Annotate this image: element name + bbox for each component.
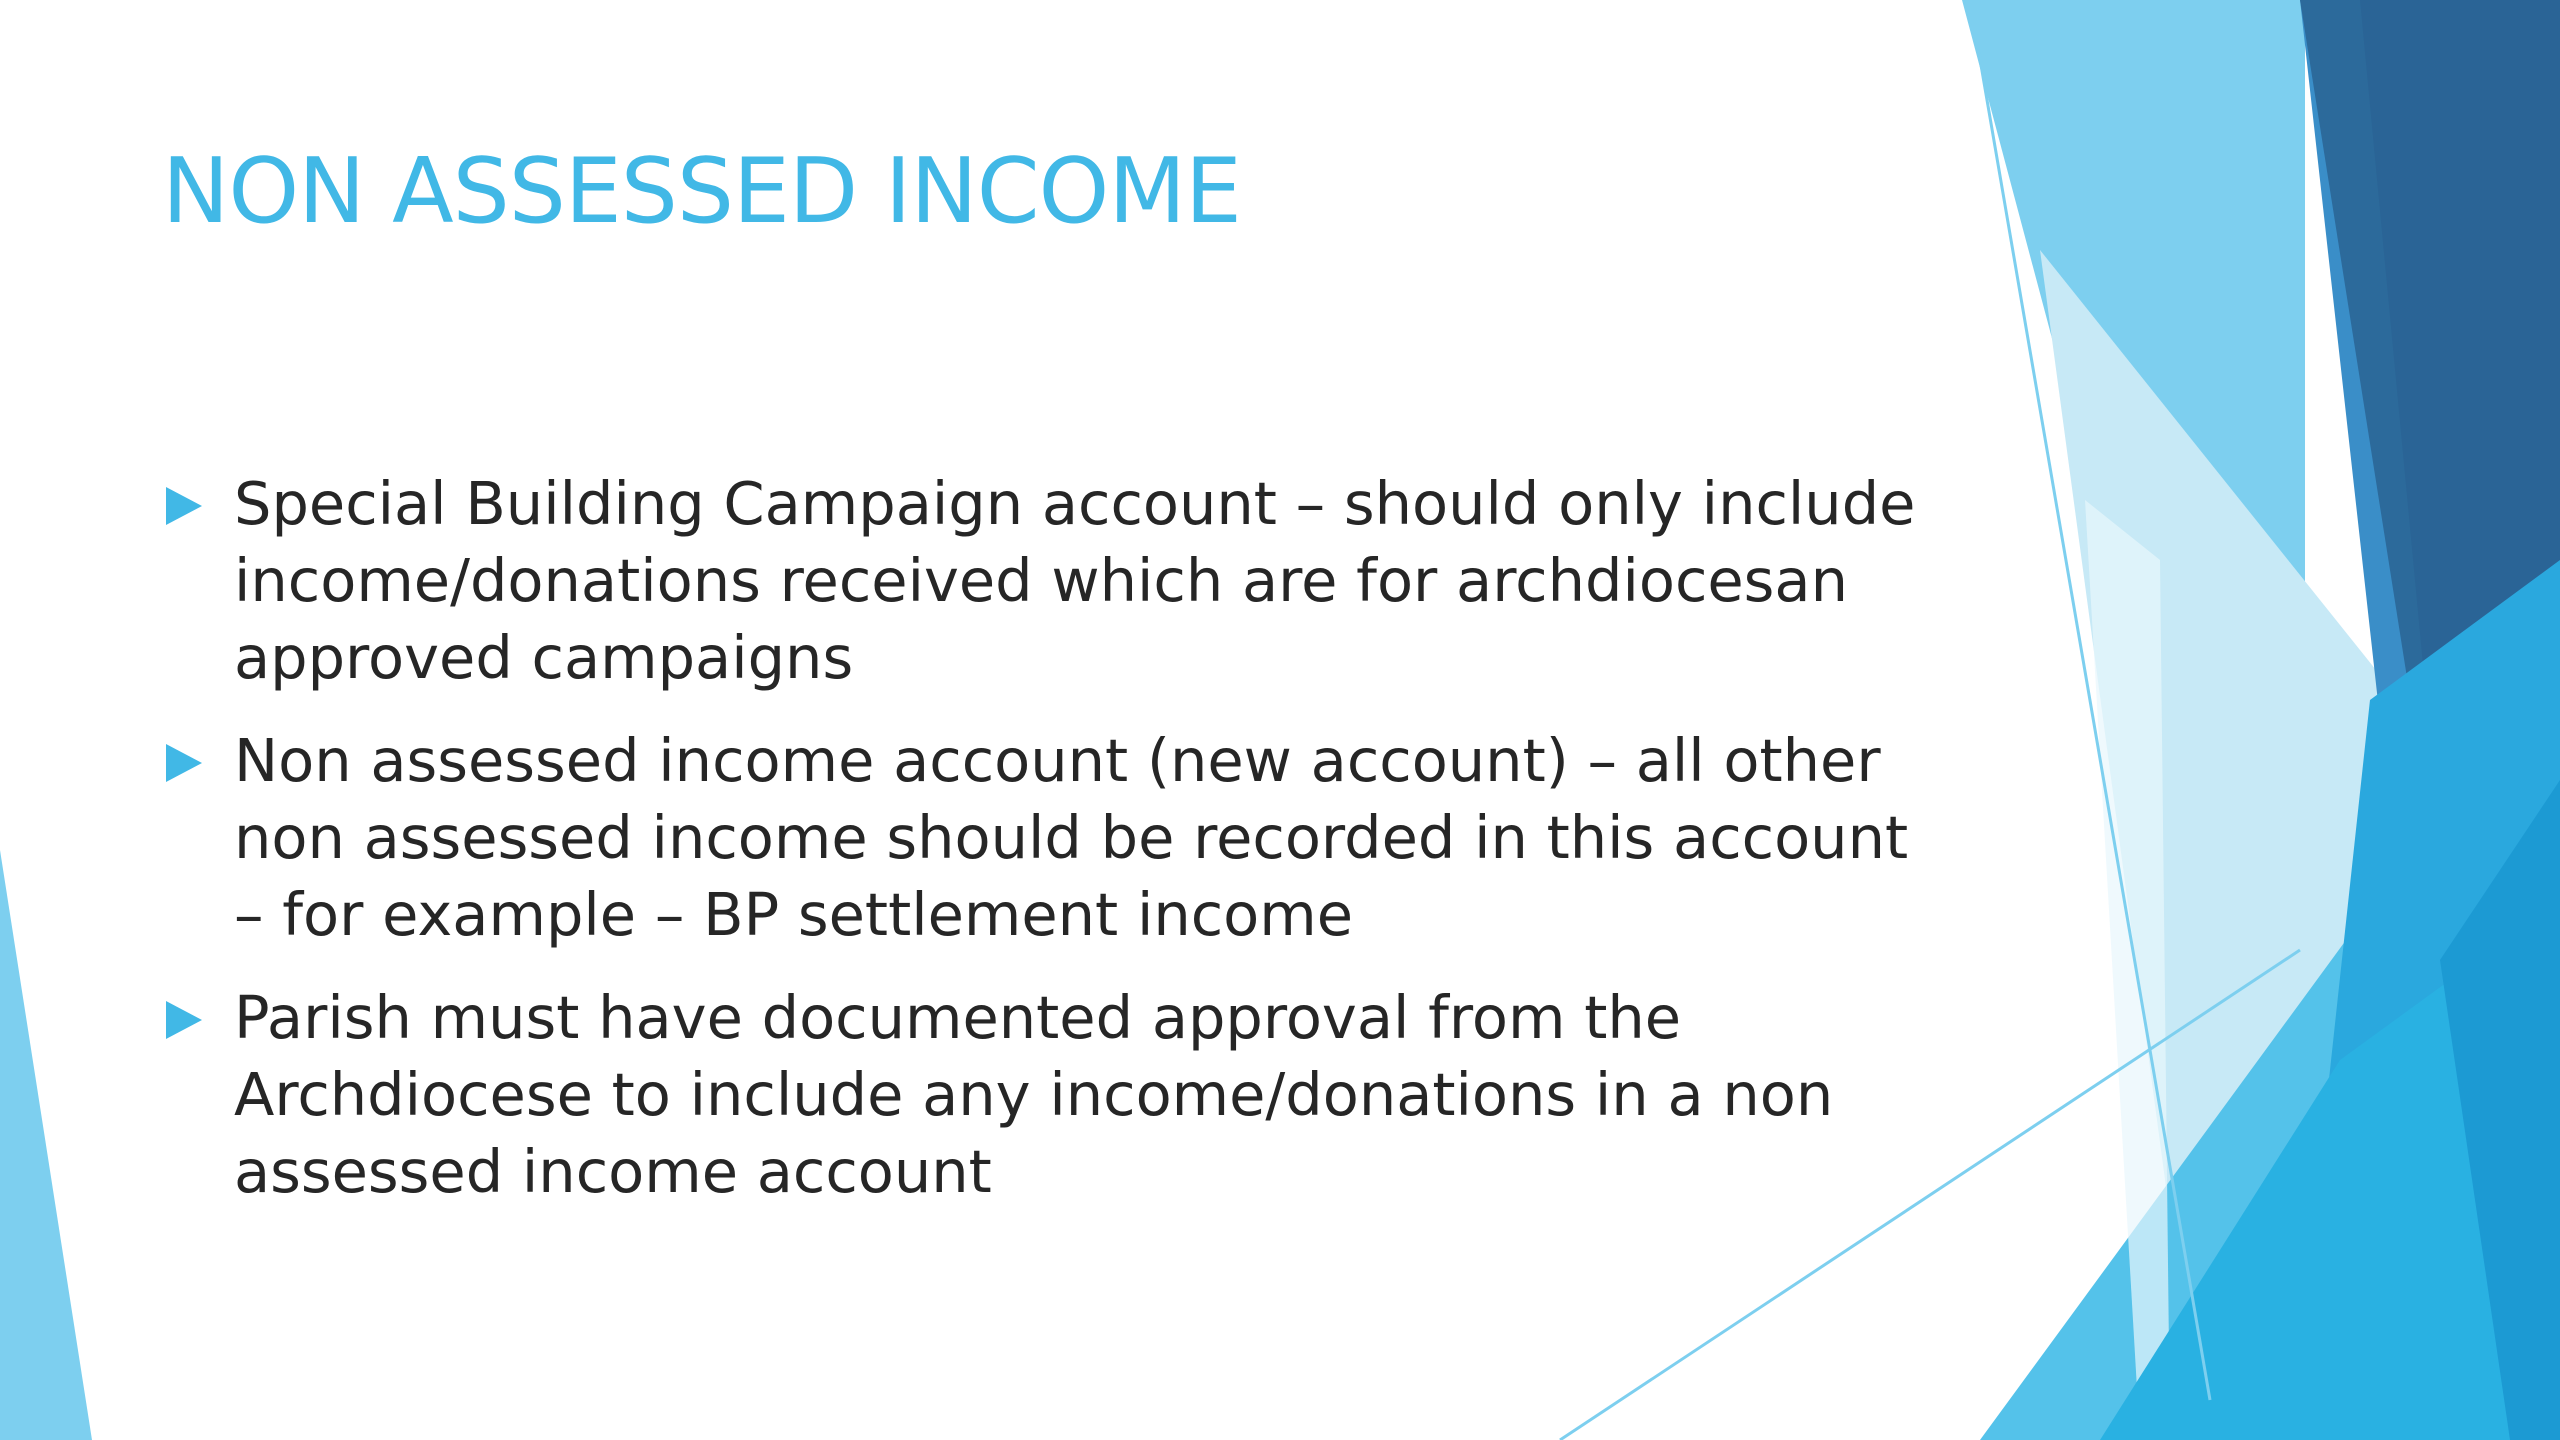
bullet-list bbox=[162, 465, 1922, 1236]
triangle-right-icon bbox=[166, 1001, 202, 1039]
triangle-right-icon bbox=[166, 487, 202, 525]
bullet-text: Special Building Campaign account – should only include income/donations received which are for archdiocesan approved campaigns bbox=[234, 469, 1916, 692]
bullet-text: Non assessed income account (new account) – all other non assessed income should be recorded in this account – for example – BP settlement income bbox=[234, 726, 1909, 949]
slide-title: NON ASSESSED INCOME bbox=[162, 139, 1241, 244]
bullet-item bbox=[162, 979, 1922, 1210]
bullet-item bbox=[162, 465, 1922, 696]
left-edge-accent bbox=[0, 850, 92, 1440]
triangle-right-icon bbox=[166, 744, 202, 782]
bullet-item bbox=[162, 722, 1922, 953]
bullet-text: Parish must have documented approval from the Archdiocese to include any income/donations in a non assessed income account bbox=[234, 983, 1834, 1206]
